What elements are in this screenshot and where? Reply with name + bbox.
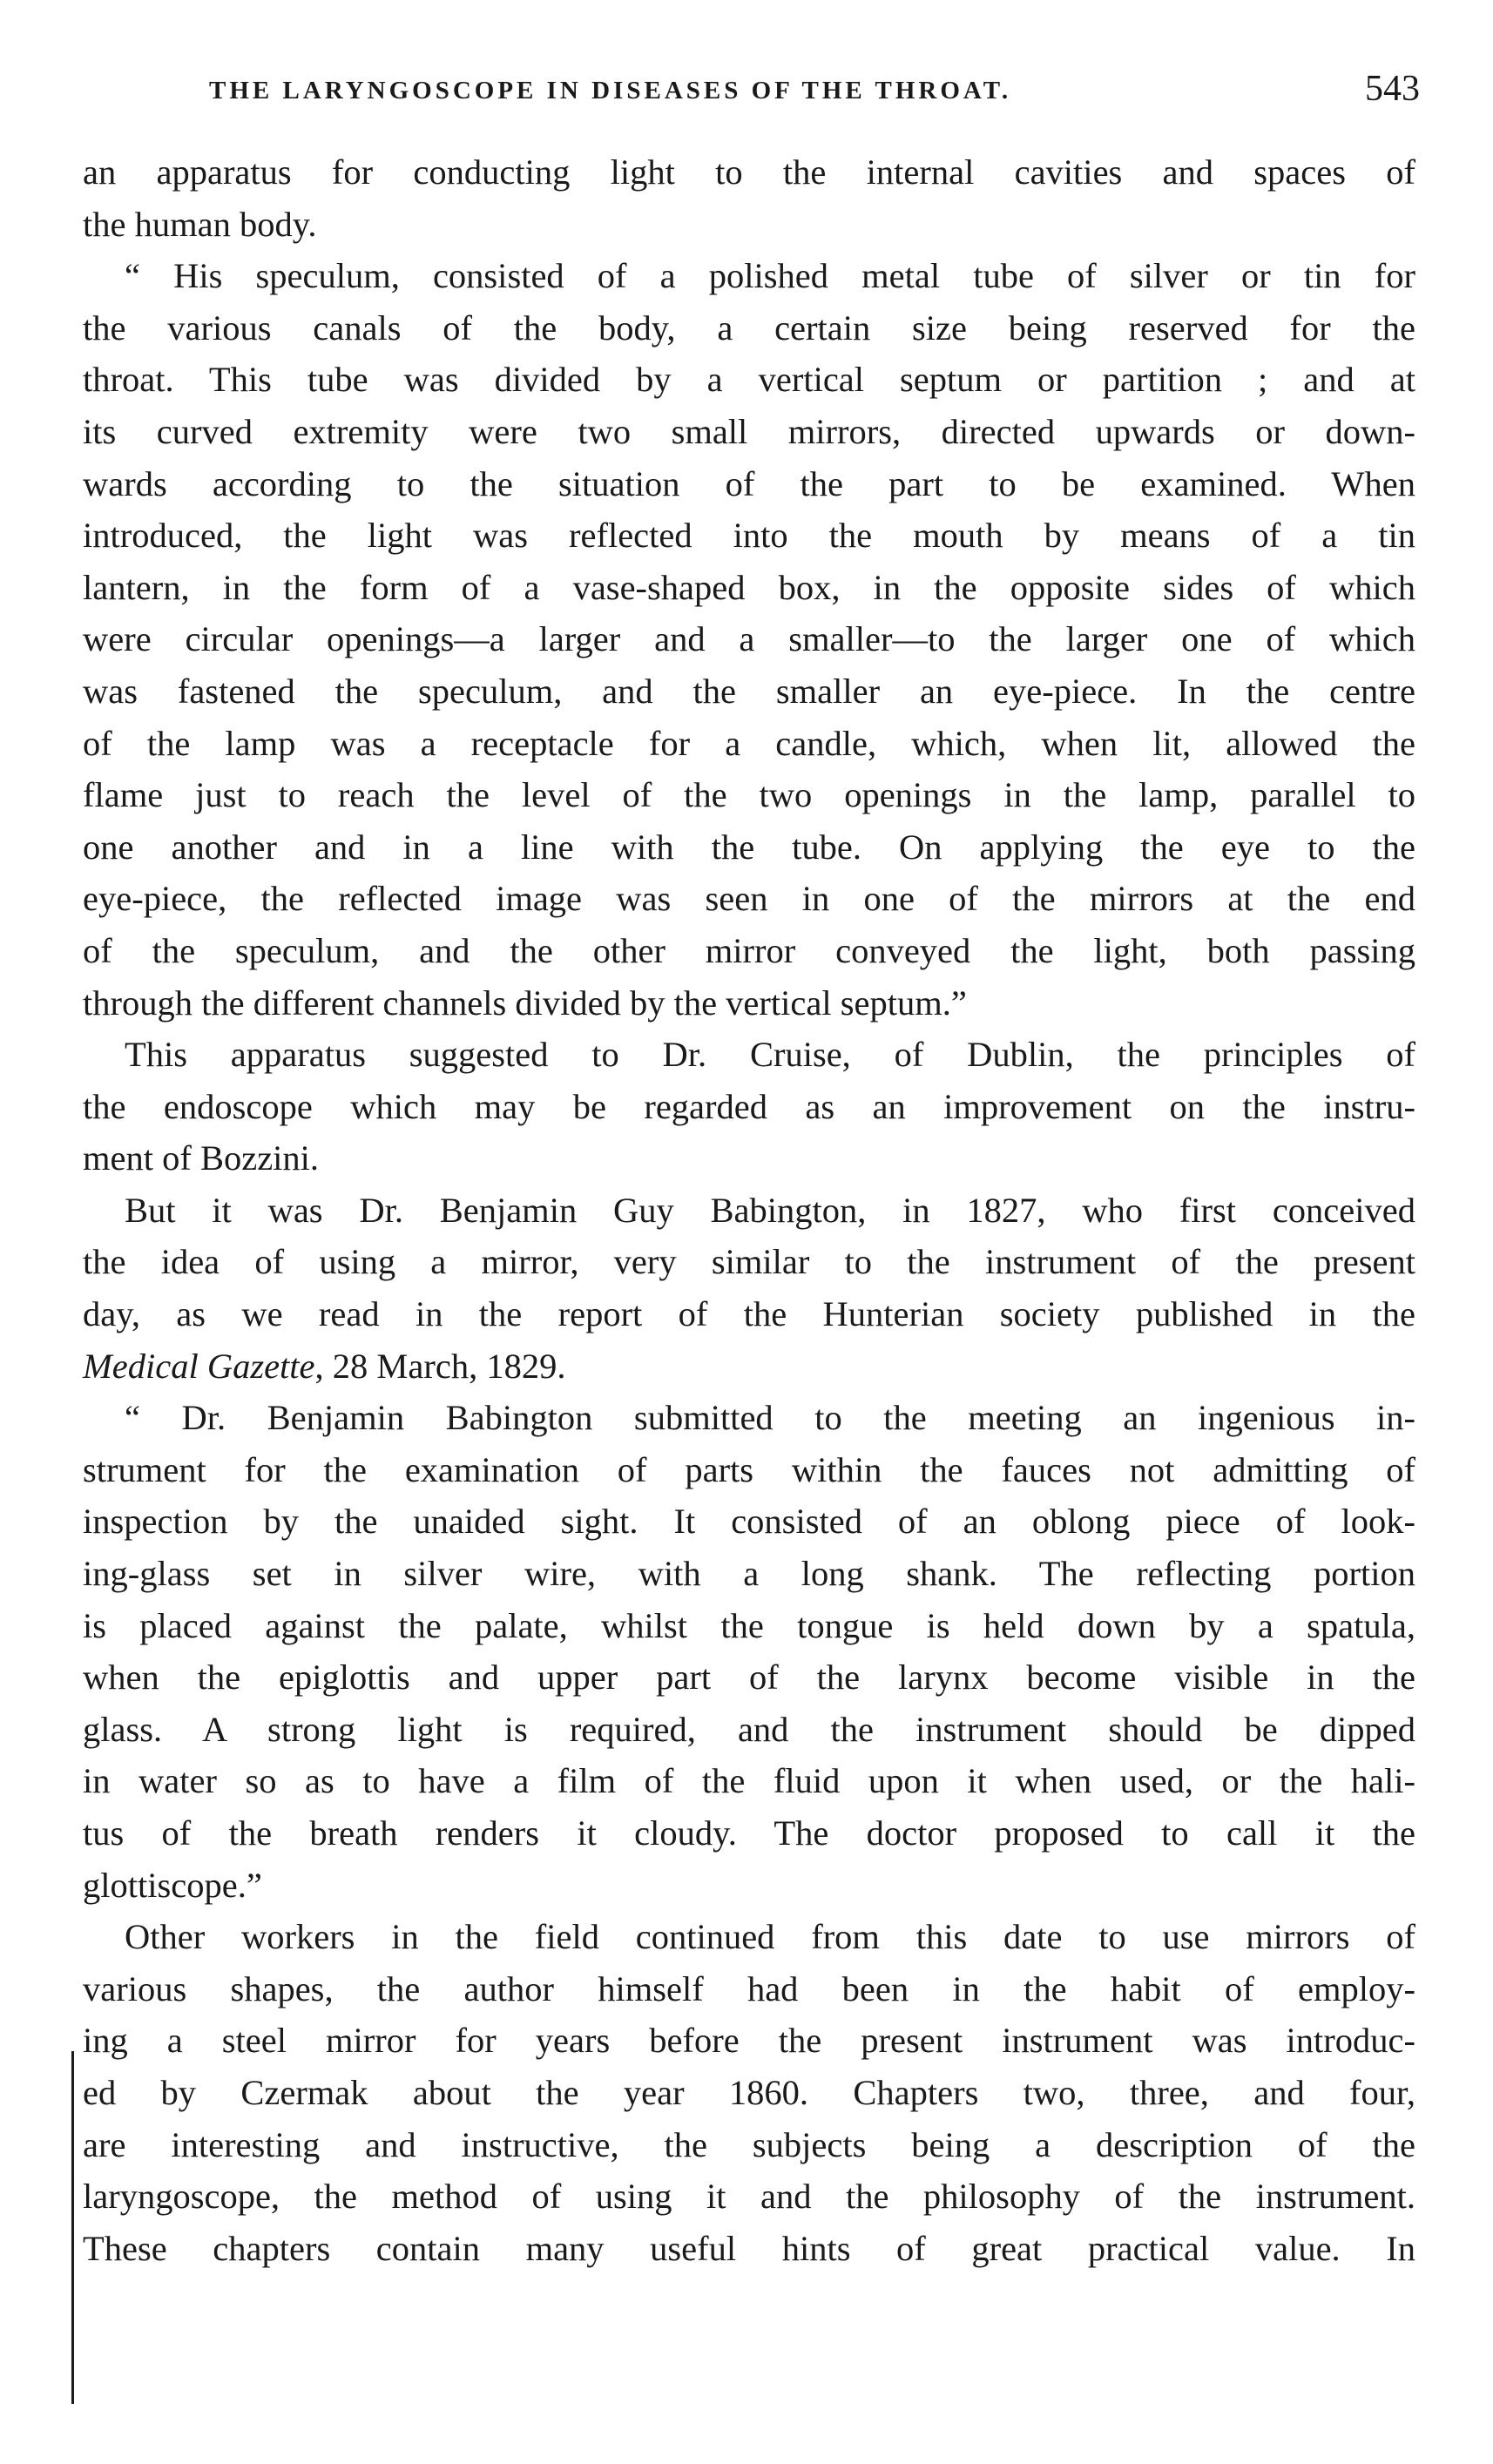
text-line: glottiscope.” [83,1865,262,1905]
text-line: of the lamp was a receptacle for a candle, which, when lit, allowed the [83,723,1415,763]
text-line: its curved extremity were two small mirrors, directed upwards or down- [83,411,1415,451]
text-line: one another and in a line with the tube. On applying the eye to the [83,827,1415,867]
text-line: are interesting and instructive, the subjects being a description of the [83,2124,1415,2164]
text-line: lantern, in the form of a vase-shaped box, in the opposite sides of which [83,567,1415,607]
text-line: This apparatus suggested to Dr. Cruise, of Dublin, the principles of [125,1035,1415,1075]
text-line: were circular openings—a larger and a smaller—to the larger one of which [83,619,1415,659]
text-line: throat. This tube was divided by a vertical septum or partition ; and at [83,360,1415,400]
text-line: eye-piece, the reflected image was seen in one of the mirrors at the end [83,879,1415,919]
margin-rule [71,2051,74,2404]
text-line: an apparatus for conducting light to the internal cavities and spaces of [83,152,1415,192]
text-line: day, as we read in the report of the Hunterian society published in the [83,1294,1415,1334]
text-line: laryngoscope, the method of using it and the philosophy of the instrument. [83,2177,1415,2217]
text-line: was fastened the speculum, and the smaller an eye-piece. In the centre [83,671,1415,711]
text-line: Other workers in the field continued from this date to use mirrors of [125,1917,1415,1957]
text-line: “ Dr. Benjamin Babington submitted to the meeting an ingenious in- [125,1398,1415,1438]
text-line: strument for the examination of parts within the fauces not admitting of [83,1449,1415,1489]
text-line: through the different channels divided by the vertical septum.” [83,982,967,1023]
page-number: 543 [1365,69,1420,109]
text-line [83,1340,1415,1393]
text-line: “ His speculum, consisted of a polished metal tube of silver or tin for [125,256,1415,296]
text-line: glass. A strong light is required, and the instrument should be dipped [83,1709,1415,1749]
text-line: of the speculum, and the other mirror conveyed the light, both passing [83,930,1415,970]
text-line: But it was Dr. Benjamin Guy Babington, in 1827, who first conceived [125,1190,1415,1230]
running-title: THE LARYNGOSCOPE IN DISEASES OF THE THROAT. [209,77,1012,105]
text-line-rest: , 28 March, 1829. [314,1346,566,1386]
running-head [78,68,1420,120]
text-line: flame just to reach the level of the two openings in the lamp, parallel to [83,775,1415,815]
text-line: ment of Bozzini. [83,1138,320,1178]
text-line: in water so as to have a film of the fluid upon it when used, or the hali- [83,1761,1415,1801]
text-line: the various canals of the body, a certain size being reserved for the [83,307,1415,348]
text-line: ing-glass set in silver wire, with a long shank. The reflecting portion [83,1554,1415,1594]
text-line: when the epiglottis and upper part of the larynx become visible in the [83,1657,1415,1698]
text-line: the human body. [83,204,317,244]
text-line: is placed against the palate, whilst the tongue is held down by a spatula, [83,1605,1415,1645]
italic-title: Medical Gazette [83,1346,315,1386]
text-line: ed by Czermak about the year 1860. Chapters two, three, and four, [83,2072,1415,2112]
text-line: introduced, the light was reflected into the mouth by means of a tin [83,516,1415,556]
text-line: the endoscope which may be regarded as an improvement on the instru- [83,1086,1415,1126]
text-line: ing a steel mirror for years before the present instrument was introduc- [83,2021,1415,2061]
text-line: the idea of using a mirror, very similar to the instrument of the present [83,1242,1415,1282]
text-line: inspection by the unaided sight. It consisted of an oblong piece of look- [83,1502,1415,1542]
text-line: These chapters contain many useful hints of great practical value. In [83,2228,1415,2268]
text-line: tus of the breath renders it cloudy. The doctor proposed to call it the [83,1813,1415,1853]
body-text [83,146,1415,2274]
text-line: wards according to the situation of the part to be examined. When [83,463,1415,503]
text-line: various shapes, the author himself had been in the habit of employ- [83,1968,1415,2008]
